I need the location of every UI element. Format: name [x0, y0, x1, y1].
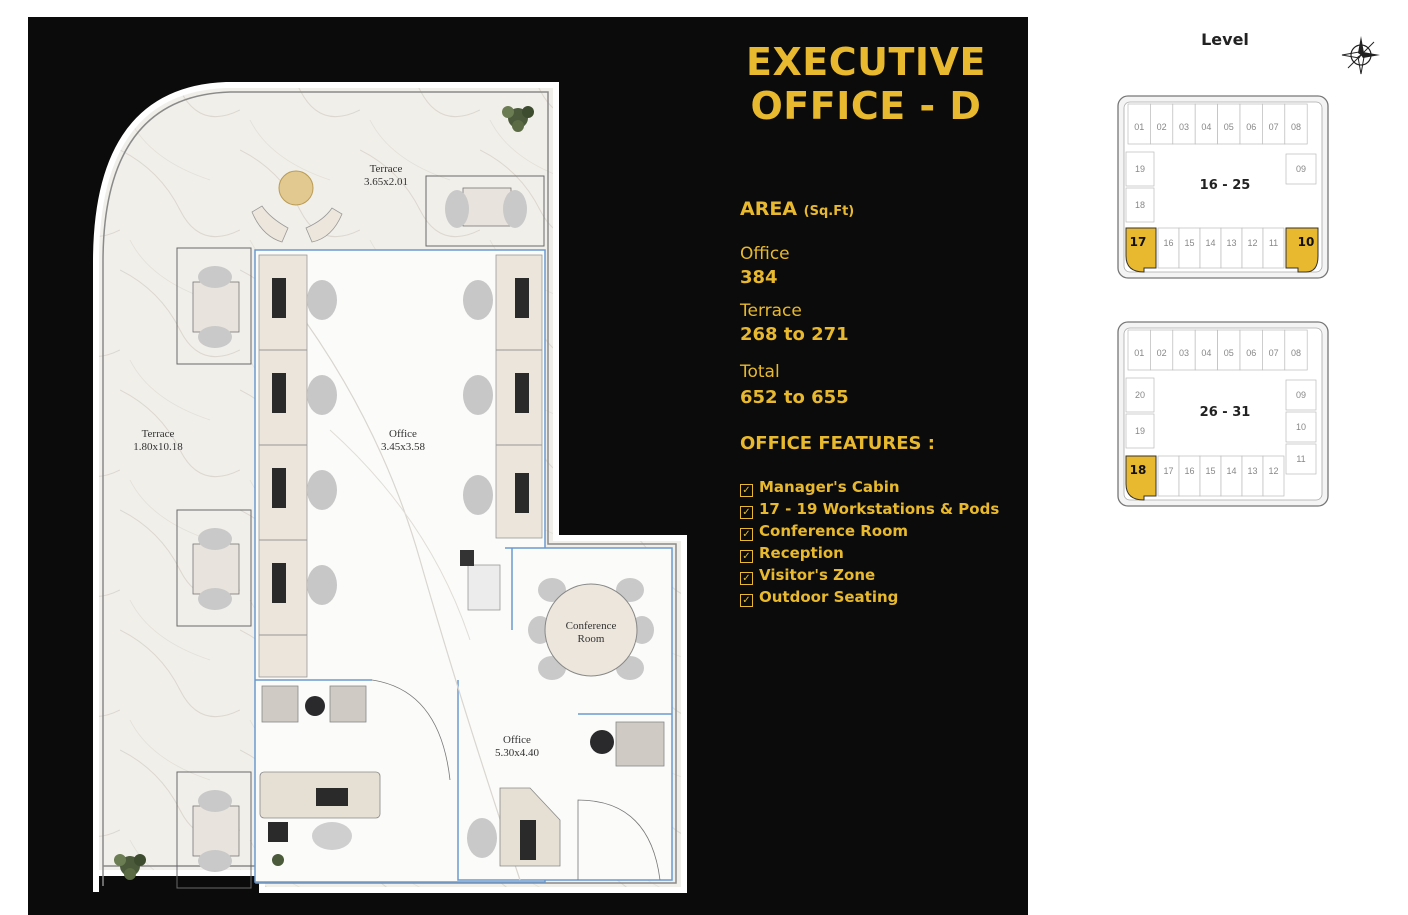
office-lower-name: Office	[503, 734, 531, 746]
unit-label: 09	[1295, 390, 1307, 400]
unit-cell	[1200, 456, 1221, 496]
checkbox-icon: ✓	[740, 572, 753, 585]
office-main-dims: 3.45x3.58	[381, 441, 425, 453]
unit-cell	[1179, 456, 1200, 496]
unit-label: 18	[1134, 200, 1146, 210]
unit-label: 16	[1184, 466, 1195, 476]
unit-label: 03	[1178, 348, 1190, 358]
unit-cell	[1263, 228, 1284, 268]
feature-item: ✓ Outdoor Seating	[740, 586, 999, 608]
area-heading-text: AREA	[740, 198, 798, 220]
features-list	[740, 476, 999, 608]
terrace-left-name: Terrace	[141, 428, 175, 440]
unit-label: 09	[1295, 164, 1307, 174]
area-total-value: 652 to 655	[740, 387, 849, 408]
unit-label: 13	[1226, 238, 1237, 248]
unit-label: 08	[1290, 122, 1302, 132]
compass-icon	[1340, 34, 1382, 76]
checkbox-icon: ✓	[740, 506, 753, 519]
unit-label: 05	[1223, 122, 1234, 132]
unit-label: 12	[1268, 466, 1279, 476]
checkbox-icon: ✓	[740, 528, 753, 541]
unit-label: 07	[1268, 122, 1279, 132]
unit-cell	[1200, 228, 1221, 268]
area-terrace-label: Terrace	[740, 301, 802, 321]
feature-item: ✓ Visitor's Zone	[740, 564, 999, 586]
office-main-name: Office	[389, 428, 417, 440]
feature-item: ✓ Conference Room	[740, 520, 999, 542]
workstations-right	[463, 255, 542, 538]
highlight-label-right: 10	[1297, 235, 1315, 249]
unit-label: 19	[1134, 426, 1146, 436]
conference-name-1: Conference	[565, 620, 617, 632]
unit-label: 15	[1205, 466, 1216, 476]
checkbox-icon: ✓	[740, 550, 753, 563]
unit-label: 15	[1184, 238, 1195, 248]
unit-label: 03	[1178, 122, 1190, 132]
area-unit: (Sq.Ft)	[803, 204, 855, 219]
unit-label: 06	[1246, 348, 1257, 358]
terrace-top-name: Terrace	[369, 163, 403, 175]
unit-label: 19	[1134, 164, 1146, 174]
unit-label: 01	[1134, 348, 1145, 358]
area-office-label: Office	[740, 244, 790, 264]
unit-label: 08	[1290, 348, 1302, 358]
unit-label: 05	[1223, 348, 1234, 358]
title-line-2: OFFICE - D	[750, 84, 982, 128]
area-office-value: 384	[740, 267, 778, 288]
highlight-label-left: 17	[1129, 235, 1147, 249]
conference-name-2: Room	[577, 633, 605, 645]
unit-cell	[1221, 456, 1242, 496]
unit-label: 12	[1247, 238, 1258, 248]
area-heading	[740, 198, 854, 220]
unit-label: 14	[1226, 466, 1237, 476]
checkbox-icon: ✓	[740, 484, 753, 497]
unit-cell	[1242, 228, 1263, 268]
unit-label: 13	[1247, 466, 1258, 476]
level-range: 26 - 31	[1199, 405, 1251, 420]
page-title	[740, 40, 992, 128]
checkbox-icon: ✓	[740, 594, 753, 607]
features-heading: OFFICE FEATURES :	[740, 433, 935, 454]
highlight-label-left: 18	[1129, 463, 1147, 477]
keyplan-16-25	[1116, 94, 1330, 280]
office-lower-dims: 5.30x4.40	[495, 747, 539, 759]
area-terrace-value: 268 to 271	[740, 324, 849, 345]
unit-cell	[1242, 456, 1263, 496]
unit-label: 14	[1205, 238, 1216, 248]
unit-label: 02	[1156, 348, 1167, 358]
unit-cell	[1179, 228, 1200, 268]
unit-cell	[1221, 228, 1242, 268]
level-range: 16 - 25	[1199, 178, 1251, 193]
unit-cell	[1263, 456, 1284, 496]
unit-label: 16	[1163, 238, 1174, 248]
unit-label: 11	[1268, 238, 1279, 248]
level-title: Level	[1201, 30, 1249, 49]
unit-label: 06	[1246, 122, 1257, 132]
unit-cell	[1158, 228, 1179, 268]
unit-label: 11	[1296, 454, 1306, 464]
unit-label: 10	[1295, 422, 1307, 432]
title-line-1: EXECUTIVE	[746, 40, 986, 84]
unit-label: 02	[1156, 122, 1167, 132]
feature-item: ✓ 17 - 19 Workstations & Pods	[740, 498, 999, 520]
unit-label: 04	[1201, 122, 1212, 132]
unit-label: 04	[1201, 348, 1212, 358]
printer	[468, 565, 500, 610]
unit-label: 07	[1268, 348, 1279, 358]
feature-item: ✓ Manager's Cabin	[740, 476, 999, 498]
unit-label: 17	[1163, 466, 1174, 476]
terrace-left-dims: 1.80x10.18	[133, 441, 183, 453]
unit-label: 20	[1134, 390, 1146, 400]
terrace-top-dims: 3.65x2.01	[364, 176, 408, 188]
keyplan-26-31	[1116, 320, 1330, 508]
unit-label: 01	[1134, 122, 1145, 132]
feature-item: ✓ Reception	[740, 542, 999, 564]
unit-cell	[1158, 456, 1179, 496]
area-total-label: Total	[740, 362, 780, 382]
